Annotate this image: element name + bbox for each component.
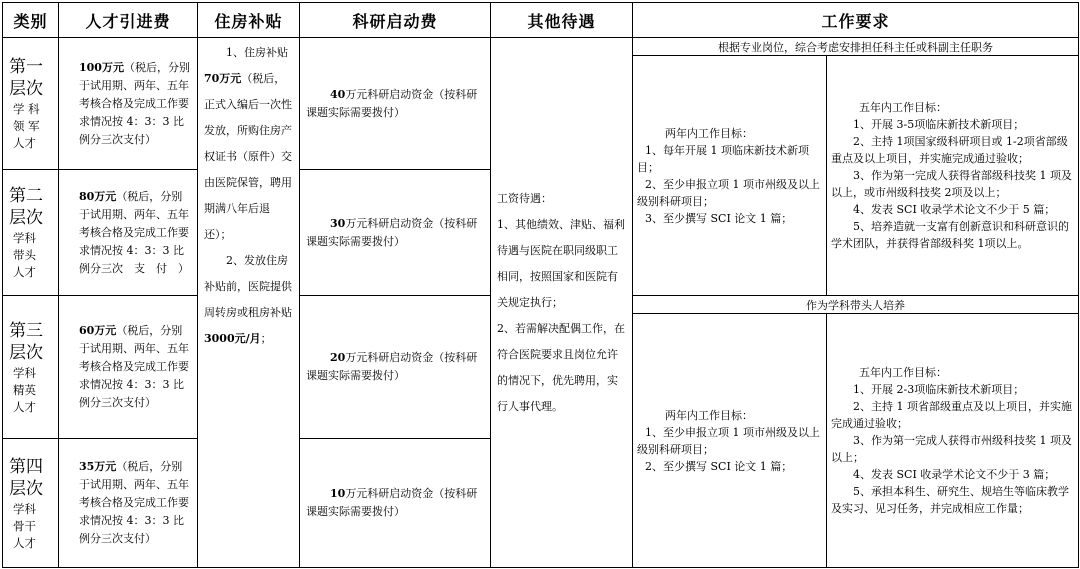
req-group2-five-year-item2: 2、主持 1 项省部级重点及以上项目，并实施完成通过验收； xyxy=(831,400,1072,430)
level-2-research xyxy=(300,170,491,296)
level-4-type-line3: 人才 xyxy=(13,535,36,550)
level-1-type-line2: 领 军 xyxy=(13,119,40,133)
req-group1-two-year-item3: 3、至少撰写 SCI 论文 1 篇； xyxy=(645,211,793,225)
level-4-fee xyxy=(59,439,198,567)
req-group1-five-year-title: 五年内工作目标： xyxy=(859,101,947,114)
req-group2-two-year xyxy=(633,314,827,567)
level-3-part1: 第三 xyxy=(9,320,43,341)
req-group1-two-year-item1: 1、每年开展 1 项临床新技术新项目； xyxy=(637,143,809,174)
level-3-part2: 层次 xyxy=(9,342,43,363)
level-1-research-text: 万元科研启动资金（按科研课题实际需要拨付） xyxy=(306,87,478,119)
req-group2-five-year-item3: 3、作为第一完成人获得市州级科技奖 1 项及以上； xyxy=(831,434,1072,464)
level-1-research xyxy=(300,38,491,170)
level-3-fee-amount: 60万元 xyxy=(79,324,117,337)
housing-item2-amount: 3000元/月 xyxy=(204,332,261,345)
header-requirements: 工作要求 xyxy=(633,3,1078,38)
level-2-part1: 第二 xyxy=(9,186,43,206)
level-3-type-line1: 学科 xyxy=(13,365,36,380)
other-item1: 1、其他绩效、津贴、福利待遇与医院在职同级职工相同，按照国家和医院有关规定执行； xyxy=(497,217,625,309)
level-2-type-line1: 学科 xyxy=(13,231,36,245)
other-title: 工资待遇： xyxy=(497,191,552,205)
level-1-fee-amount: 100万元 xyxy=(79,60,124,74)
level-4-type-line1: 学科 xyxy=(13,501,36,516)
level-2-fee xyxy=(59,170,198,296)
housing-item2-prefix: 2、发放住房补贴前，医院提供周转房或租房补贴 xyxy=(204,254,292,319)
header-talent-fee: 人才引进费 xyxy=(59,3,198,38)
req-group2-five-year-item4: 4、发表 SCI 收录学术论文不少于 3 篇； xyxy=(853,468,1056,481)
level-1-part2: 层次 xyxy=(9,79,43,99)
level-4-fee-amount: 35万元 xyxy=(79,460,117,473)
req-group1-two-year xyxy=(633,56,827,296)
req-group2-two-year-item2: 2、至少撰写 SCI 论文 1 篇； xyxy=(645,459,793,473)
req-group1-five-year-item1: 1、开展 3-5项临床新技术新项目； xyxy=(853,118,1025,131)
req-group2-five-year-item1: 1、开展 2-3项临床新技术新项目； xyxy=(853,383,1025,396)
housing-item1-rest: （税后，正式入编后一次性发放，所购住房产权证书（原件）交由医院保管，聘用期满八年后退还）； xyxy=(204,72,292,241)
level-3-research-text: 万元科研启动资金（按科研课题实际需要拨付） xyxy=(306,351,478,382)
level-4-part2: 层次 xyxy=(9,478,43,499)
other-item2: 2、若需解决配偶工作，在符合医院要求且岗位允许的情况下，优先聘用，实行人事代理。 xyxy=(497,321,625,413)
level-4-research xyxy=(300,439,491,567)
level-2-research-text: 万元科研启动资金（按科研课题实际需要拨付） xyxy=(306,216,478,248)
level-3-fee-text: （税后，分别于试用期、两年、五年考核合格及完成工作要求情况按 4：3：3 比例分三次支付） xyxy=(79,324,189,409)
req-group1-five-year-item5: 5、培养造就一支富有创新意识和科研意识的学术团队，并获得省部级科奖 1项以上。 xyxy=(831,220,1069,250)
level-3-type-line3: 人才 xyxy=(13,399,36,414)
housing-subsidy xyxy=(198,38,300,567)
req-group1-five-year xyxy=(827,56,1078,296)
level-4-fee-text: （税后，分别于试用期、两年、五年考核合格及完成工作要求情况按 4：3：3 比例分三次支付） xyxy=(79,460,189,545)
level-1-fee xyxy=(59,38,198,170)
header-category: 类别 xyxy=(3,3,59,38)
req-group1-title: 根据专业岗位，综合考虑安排担任科主任或科副主任职务 xyxy=(633,38,1078,56)
housing-item1-amount: 70万元 xyxy=(204,72,242,85)
other-benefits xyxy=(491,38,633,567)
level-4-part1: 第四 xyxy=(9,456,43,477)
level-1-fee-text: （税后，分别于试用期、两年、五年考核合格及完成工作要求情况按 4：3：3 比例分三次支付） xyxy=(79,60,190,146)
level-1-research-amount: 40 xyxy=(330,87,346,101)
req-group2-two-year-item1: 1、至少申报立项 1 项市州级及以上级别科研项目； xyxy=(637,425,820,456)
level-2-fee-amount: 80万元 xyxy=(79,189,117,203)
level-2-fee-text: （税后，分别于试用期、两年、五年考核合格及完成工作要求情况按 4：3：3 比例分三次 支 付 ） xyxy=(79,189,189,275)
level-2-category xyxy=(3,170,59,296)
req-group1-five-year-item2: 2、主持 1项国家级科研项目或 1-2项省部级重点及以上项目，并实施完成通过验收； xyxy=(831,135,1068,165)
housing-item1-prefix: 1、住房补贴 xyxy=(226,46,288,59)
level-1-part1: 第一 xyxy=(9,57,43,77)
level-3-fee xyxy=(59,296,198,439)
req-group1-five-year-item3: 3、作为第一完成人获得省部级科技奖 1 项及以上，或市州级科技奖 2项及以上； xyxy=(831,169,1072,199)
req-group2-two-year-title: 两年内工作目标： xyxy=(665,408,753,422)
req-group1-two-year-item2: 2、至少申报立项 1 项市州级及以上级别科研项目； xyxy=(637,177,820,208)
level-3-research xyxy=(300,296,491,439)
level-1-category xyxy=(3,38,59,170)
level-4-research-amount: 10 xyxy=(330,487,346,500)
talent-policy-table xyxy=(2,2,1079,568)
req-group2-title: 作为学科带头人培养 xyxy=(633,296,1078,314)
level-4-type-line2: 骨干 xyxy=(13,518,36,533)
level-2-type-line3: 人才 xyxy=(13,265,36,279)
header-research: 科研启动费 xyxy=(300,3,491,38)
housing-item2-rest: ； xyxy=(260,332,272,345)
level-2-part2: 层次 xyxy=(9,208,43,228)
req-group2-five-year-title: 五年内工作目标： xyxy=(859,366,947,379)
level-4-research-text: 万元科研启动资金（按科研课题实际需要拨付） xyxy=(306,487,478,518)
level-1-type-line1: 学 科 xyxy=(13,102,40,116)
level-2-research-amount: 30 xyxy=(330,216,346,230)
level-1-type-line3: 人才 xyxy=(13,136,36,150)
req-group2-five-year xyxy=(827,314,1078,567)
level-3-research-amount: 20 xyxy=(330,351,346,364)
req-group1-five-year-item4: 4、发表 SCI 收录学术论文不少于 5 篇； xyxy=(853,203,1056,216)
level-2-type-line2: 带头 xyxy=(13,248,36,262)
req-group2-five-year-item5: 5、承担本科生、研究生、规培生等临床教学及实习、见习任务，并完成相应工作量； xyxy=(831,485,1069,515)
req-group1-two-year-title: 两年内工作目标： xyxy=(665,126,753,140)
level-3-category xyxy=(3,296,59,439)
header-other: 其他待遇 xyxy=(491,3,633,38)
level-3-type-line2: 精英 xyxy=(13,382,36,397)
header-housing: 住房补贴 xyxy=(198,3,300,38)
level-4-category xyxy=(3,439,59,567)
